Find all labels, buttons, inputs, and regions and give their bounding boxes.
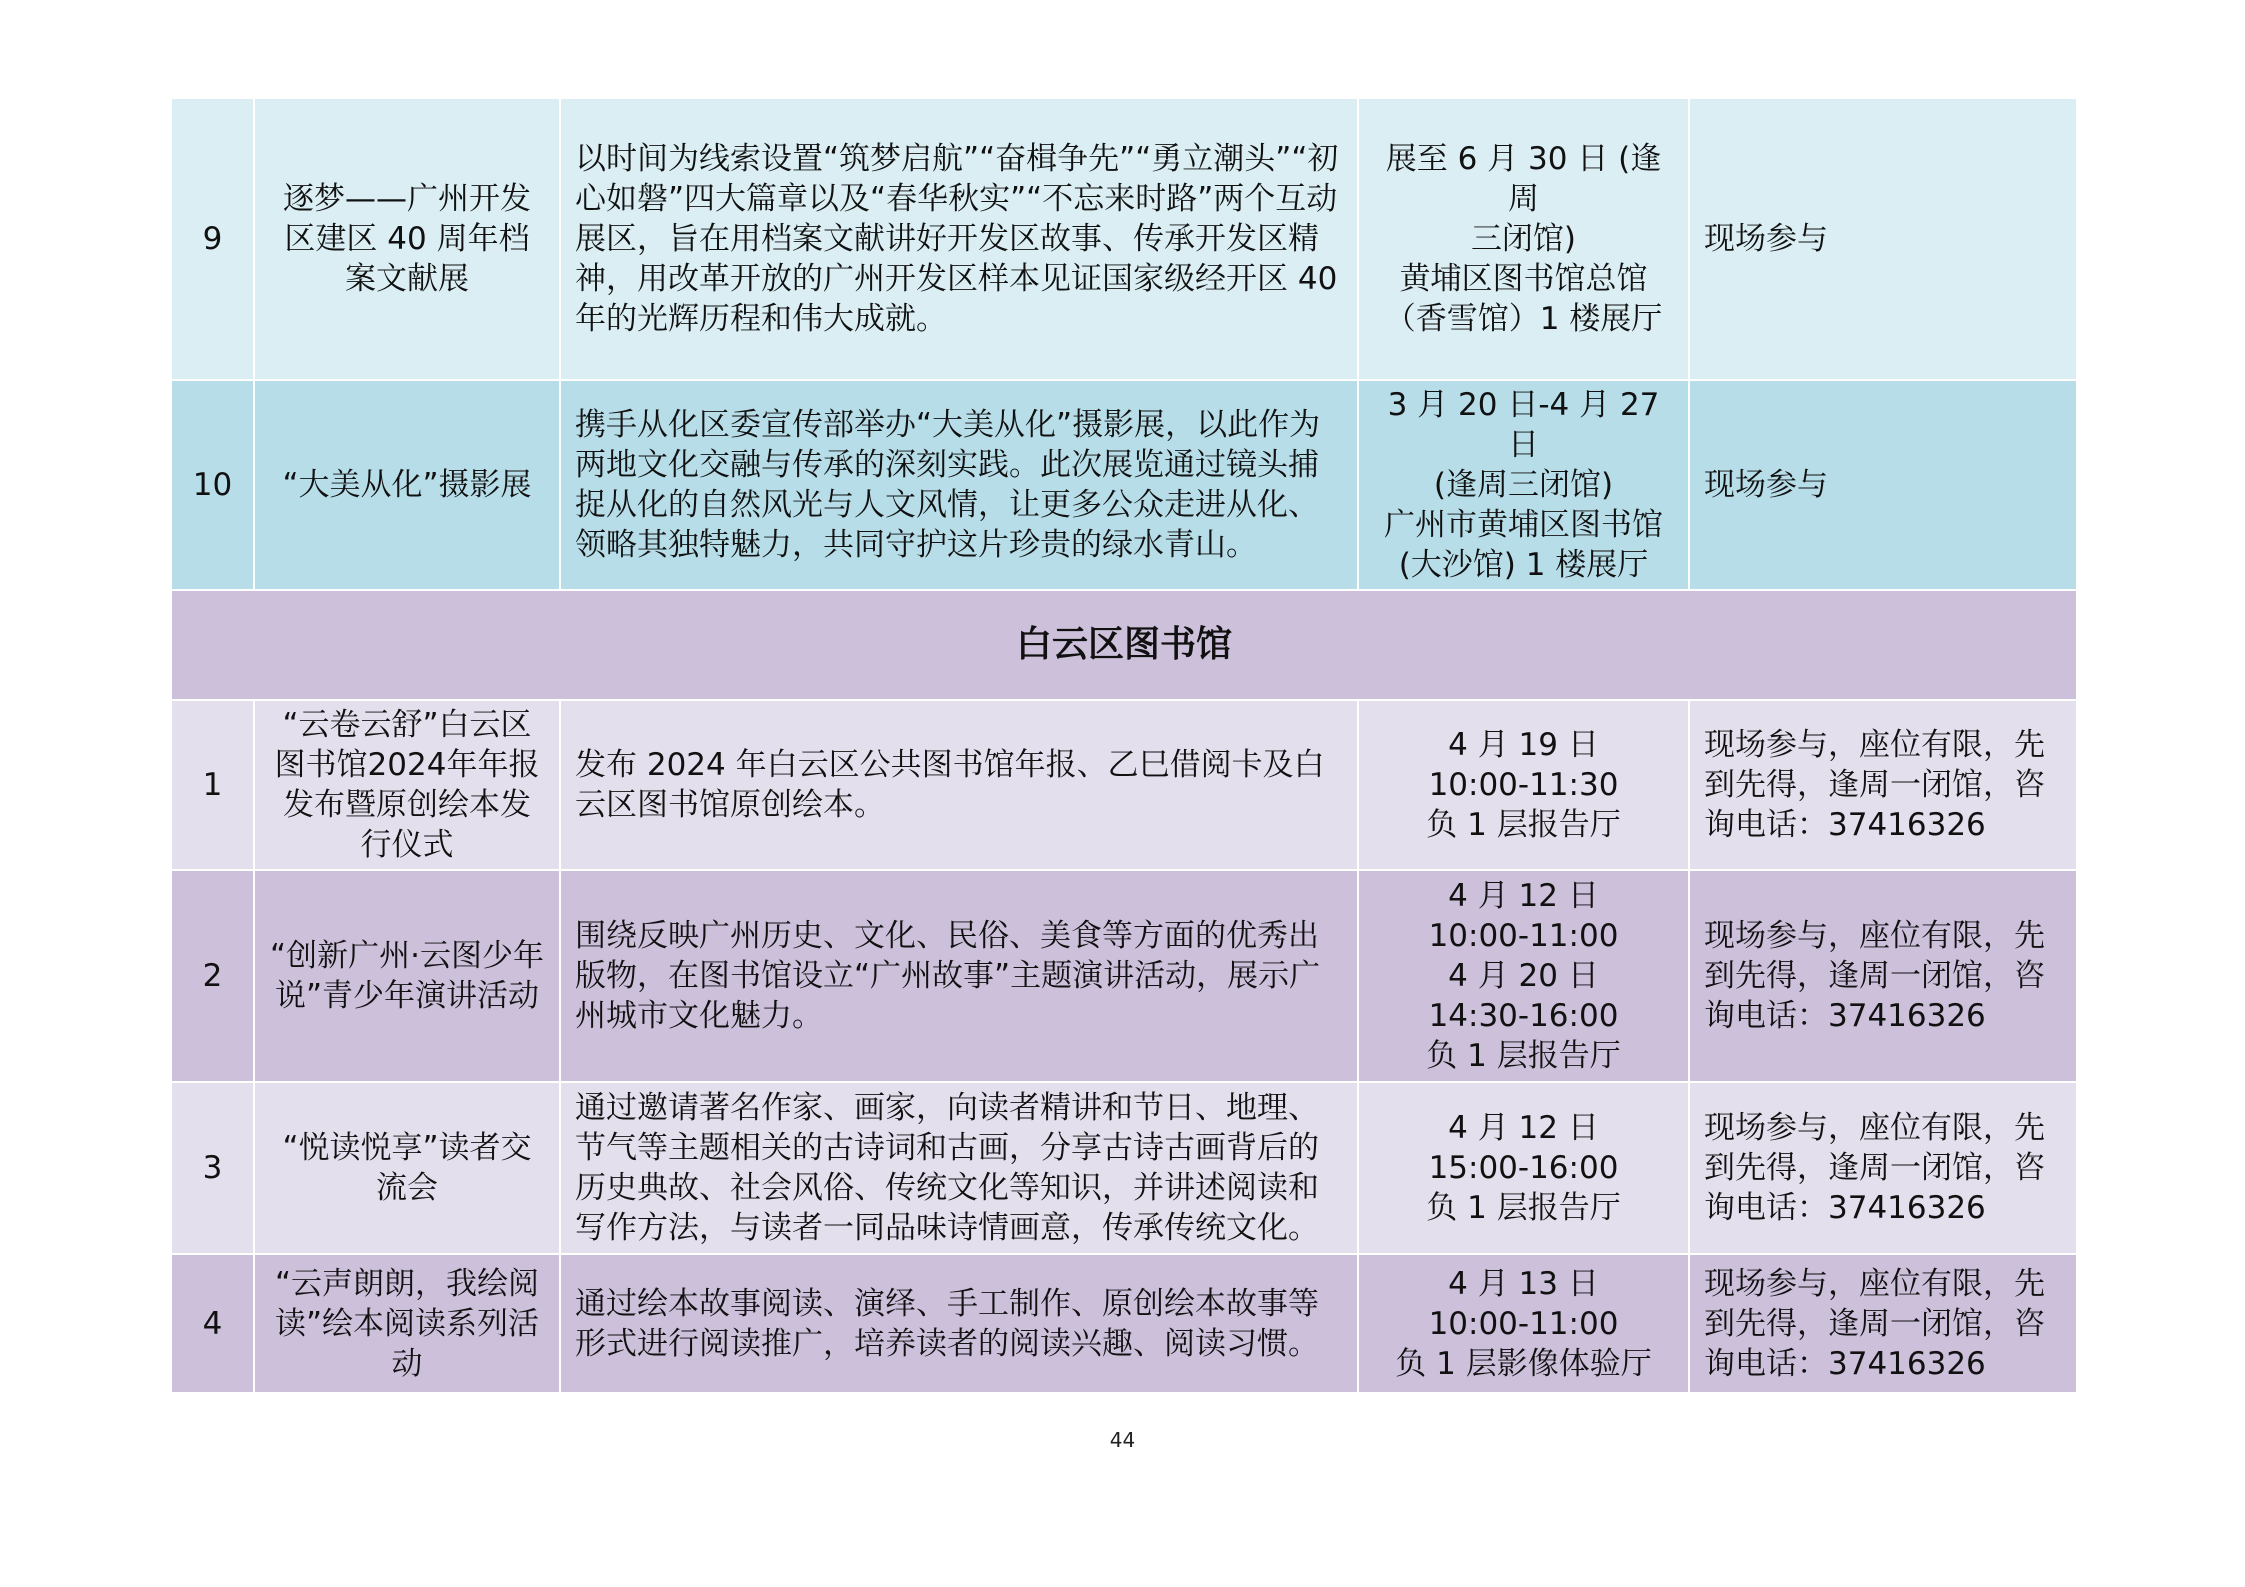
activity-title: “云卷云舒”白云区图书馆2024年年报发布暨原创绘本发行仪式 xyxy=(254,700,560,870)
activity-description: 通过邀请著名作家、画家，向读者精讲和节日、地理、节气等主题相关的古诗词和古画，分享古诗古画背后的历史典故、社会风俗、传统文化等知识，并讲述阅读和写作方法，与读者一同品味诗情画意，传承传统文化。 xyxy=(560,1082,1358,1254)
table-row xyxy=(171,98,2077,380)
time-line: (大沙馆) 1 楼展厅 xyxy=(1398,547,1649,583)
activity-time-place xyxy=(1358,98,1689,380)
time-line: 展至 6 月 30 日 (逢周 xyxy=(1385,141,1662,217)
row-number: 1 xyxy=(171,700,254,870)
row-number: 9 xyxy=(171,98,254,380)
participation-mode: 现场参与 xyxy=(1689,98,2077,380)
time-line: 10:00-11:00 xyxy=(1428,918,1619,954)
activity-time-place xyxy=(1358,1254,1689,1393)
table-row xyxy=(171,380,2077,590)
participation-mode: 现场参与，座位有限，先到先得，逢周一闭馆，咨询电话：37416326 xyxy=(1689,1254,2077,1393)
time-line: 4 月 19 日 xyxy=(1448,727,1599,763)
section-header-row xyxy=(171,590,2077,700)
participation-mode: 现场参与，座位有限，先到先得，逢周一闭馆，咨询电话：37416326 xyxy=(1689,700,2077,870)
activity-description: 以时间为线索设置“筑梦启航”“奋楫争先”“勇立潮头”“初心如磐”四大篇章以及“春华秋实”“不忘来时路”两个互动展区，旨在用档案文献讲好开发区故事、传承开发区精神，用改革开放的广州开发区样本见证国家级经开区 40 年的光辉历程和伟大成就。 xyxy=(560,98,1358,380)
time-line: 4 月 12 日 xyxy=(1448,878,1599,914)
time-line: 10:00-11:30 xyxy=(1428,767,1619,803)
table-row xyxy=(171,1254,2077,1393)
participation-mode: 现场参与，座位有限，先到先得，逢周一闭馆，咨询电话：37416326 xyxy=(1689,870,2077,1082)
activity-title: “大美从化”摄影展 xyxy=(254,380,560,590)
time-line: 广州市黄埔区图书馆 xyxy=(1384,507,1663,543)
row-number: 4 xyxy=(171,1254,254,1393)
section-title: 白云区图书馆 xyxy=(171,590,2077,700)
activity-description: 发布 2024 年白云区公共图书馆年报、乙巳借阅卡及白云区图书馆原创绘本。 xyxy=(560,700,1358,870)
time-line: 负 1 层影像体验厅 xyxy=(1395,1345,1652,1382)
page-number: 44 xyxy=(1109,1428,1136,1452)
participation-mode: 现场参与 xyxy=(1689,380,2077,590)
time-line: 14:30-16:00 xyxy=(1428,998,1619,1034)
activity-time-place xyxy=(1358,870,1689,1082)
time-line: （香雪馆）1 楼展厅 xyxy=(1384,301,1663,337)
activity-title: “创新广州·云图少年说”青少年演讲活动 xyxy=(254,870,560,1082)
time-line: (逢周三闭馆) xyxy=(1433,467,1614,503)
activity-description: 通过绘本故事阅读、演绎、手工制作、原创绘本故事等形式进行阅读推广，培养读者的阅读兴趣、阅读习惯。 xyxy=(560,1254,1358,1393)
row-number: 10 xyxy=(171,380,254,590)
time-line: 3 月 20 日-4 月 27 日 xyxy=(1387,387,1660,463)
activity-title: “云声朗朗，我绘阅读”绘本阅读系列活动 xyxy=(254,1254,560,1393)
time-line: 负 1 层报告厅 xyxy=(1426,1190,1621,1226)
time-line: 4 月 12 日 xyxy=(1448,1110,1599,1146)
time-line: 15:00-16:00 xyxy=(1428,1150,1619,1186)
table-row xyxy=(171,870,2077,1082)
row-number: 2 xyxy=(171,870,254,1082)
activity-time-place xyxy=(1358,1082,1689,1254)
table-row xyxy=(171,1082,2077,1254)
time-line: 4 月 20 日 xyxy=(1448,958,1599,994)
time-line: 10:00-11:00 xyxy=(1428,1305,1619,1342)
activity-description: 围绕反映广州历史、文化、民俗、美食等方面的优秀出版物，在图书馆设立“广州故事”主题演讲活动，展示广州城市文化魅力。 xyxy=(560,870,1358,1082)
time-line: 负 1 层报告厅 xyxy=(1426,807,1621,843)
activity-time-place xyxy=(1358,380,1689,590)
table-row xyxy=(171,700,2077,870)
time-line: 4 月 13 日 xyxy=(1448,1265,1599,1302)
time-line: 负 1 层报告厅 xyxy=(1426,1038,1621,1074)
time-line: 三闭馆) xyxy=(1470,221,1577,257)
row-number: 3 xyxy=(171,1082,254,1254)
activity-title: “悦读悦享”读者交流会 xyxy=(254,1082,560,1254)
activity-title: 逐梦——广州开发区建区 40 周年档案文献展 xyxy=(254,98,560,380)
participation-mode: 现场参与，座位有限，先到先得，逢周一闭馆，咨询电话：37416326 xyxy=(1689,1082,2077,1254)
time-line: 黄埔区图书馆总馆 xyxy=(1399,261,1648,297)
activity-time-place xyxy=(1358,700,1689,870)
activity-description: 携手从化区委宣传部举办“大美从化”摄影展，以此作为两地文化交融与传承的深刻实践。此次展览通过镜头捕捉从化的自然风光与人文风情，让更多公众走进从化、领略其独特魅力，共同守护这片珍贵的绿水青山。 xyxy=(560,380,1358,590)
activity-schedule-table xyxy=(170,97,2078,1394)
